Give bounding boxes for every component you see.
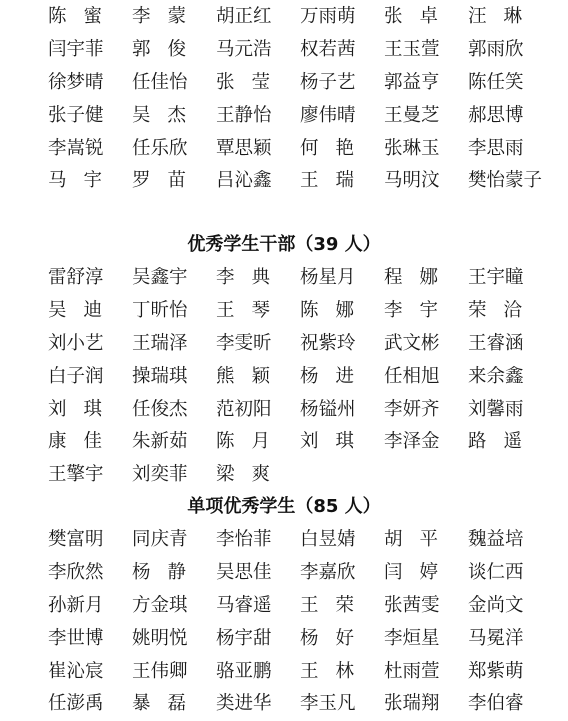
student-name: 郝 思 博 <box>468 104 524 126</box>
student-name: 陈 蜜 <box>48 6 102 28</box>
student-name: 任 乐 欣 <box>132 137 188 159</box>
student-name: 朱 新 茹 <box>132 431 188 453</box>
student-name: 刘 奕 菲 <box>132 464 188 486</box>
student-name: 王 静 怡 <box>216 104 272 126</box>
student-name: 张 莹 <box>216 71 270 93</box>
student-name: 李 世 博 <box>48 627 104 649</box>
student-name: 王 睿 涵 <box>468 332 524 354</box>
student-name: 杨 星 月 <box>300 267 356 289</box>
student-name: 张 子 健 <box>48 104 104 126</box>
student-name: 杜 雨 萱 <box>384 660 440 682</box>
student-name: 任 澎 禹 <box>48 693 104 715</box>
student-name: 李 蒙 <box>132 6 186 28</box>
student-name: 方 金 琪 <box>132 594 188 616</box>
student-name: 马 宇 <box>48 170 102 192</box>
student-name: 闫 婷 <box>384 562 438 584</box>
student-name: 武 文 彬 <box>384 332 440 354</box>
student-name: 徐 梦 晴 <box>48 71 104 93</box>
name-row <box>0 1 568 34</box>
student-name: 陈 任 笑 <box>468 71 524 93</box>
student-name: 荣 洽 <box>468 300 522 322</box>
student-name: 任 佳 怡 <box>132 71 188 93</box>
student-name: 任 相 旭 <box>384 365 440 387</box>
student-name: 孙 新 月 <box>48 594 104 616</box>
student-name: 程 娜 <box>384 267 438 289</box>
student-name: 李 思 雨 <box>468 137 524 159</box>
name-row <box>0 262 568 295</box>
student-name: 吴 鑫 宇 <box>132 267 188 289</box>
student-name: 马 明 汶 <box>384 170 440 192</box>
student-name: 梁 爽 <box>216 464 270 486</box>
student-name: 李 嵩 锐 <box>48 137 104 159</box>
student-name: 郑 紫 萌 <box>468 660 524 682</box>
student-name: 权 若 茜 <box>300 39 356 61</box>
name-row <box>0 655 568 688</box>
name-row <box>0 67 568 100</box>
student-name: 张 瑞 翔 <box>384 693 440 715</box>
student-name: 廖 伟 晴 <box>300 104 356 126</box>
student-name: 类 进 华 <box>216 693 272 715</box>
student-name: 马 元 浩 <box>216 39 272 61</box>
student-name: 王 荣 <box>300 594 354 616</box>
student-name: 杨 进 <box>300 365 354 387</box>
student-name: 李 伯 睿 <box>468 693 524 715</box>
student-name: 胡 正 红 <box>216 6 272 28</box>
student-name: 杨 好 <box>300 627 354 649</box>
student-name: 崔 沁 宸 <box>48 660 104 682</box>
student-name: 吴 思 佳 <box>216 562 272 584</box>
student-name: 张 琳 玉 <box>384 137 440 159</box>
student-name: 李 宇 <box>384 300 438 322</box>
student-name: 吴 杰 <box>132 104 186 126</box>
student-name: 来 余 鑫 <box>468 365 524 387</box>
name-row <box>0 459 568 492</box>
student-name: 李 欣 然 <box>48 562 104 584</box>
section-heading-single-item-students: 单项优秀学生（85 人） <box>187 496 381 517</box>
section-heading-student-cadres: 优秀学生干部（39 人） <box>187 234 381 255</box>
student-name: 暴 磊 <box>132 693 186 715</box>
student-name-list-top <box>0 1 568 198</box>
student-name: 操 瑞 琪 <box>132 365 188 387</box>
student-name: 李 嘉 欣 <box>300 562 356 584</box>
student-name: 刘 琪 <box>300 431 354 453</box>
name-row <box>0 688 568 721</box>
name-row <box>0 132 568 165</box>
student-name: 吕 沁 鑫 <box>216 170 272 192</box>
student-name: 张 卓 <box>384 6 438 28</box>
student-name: 王 林 <box>300 660 354 682</box>
name-row <box>0 360 568 393</box>
student-name: 李 泽 金 <box>384 431 440 453</box>
student-name: 刘 馨 雨 <box>468 398 524 420</box>
student-name: 白 昱 婧 <box>300 529 356 551</box>
name-row <box>0 393 568 426</box>
student-name: 马 睿 遥 <box>216 594 272 616</box>
student-name: 郭 益 亨 <box>384 71 440 93</box>
student-name: 李 烜 星 <box>384 627 440 649</box>
student-name: 骆 亚 鹏 <box>216 660 272 682</box>
student-name: 樊 富 明 <box>48 529 104 551</box>
student-name: 白 子 润 <box>48 365 104 387</box>
student-name: 罗 苗 <box>132 170 186 192</box>
student-name: 万 雨 萌 <box>300 6 356 28</box>
student-name: 杨 宇 甜 <box>216 627 272 649</box>
student-name: 李 妍 齐 <box>384 398 440 420</box>
student-name: 李 怡 菲 <box>216 529 272 551</box>
student-name: 康 佳 <box>48 431 102 453</box>
student-name: 王 瑞 <box>300 170 354 192</box>
student-name: 丁 昕 怡 <box>132 300 188 322</box>
student-name: 何 艳 <box>300 137 354 159</box>
student-name: 吴 迪 <box>48 300 102 322</box>
student-name: 祝 紫 玲 <box>300 332 356 354</box>
student-name: 王 曼 芝 <box>384 104 440 126</box>
name-row <box>0 99 568 132</box>
student-name: 胡 平 <box>384 529 438 551</box>
student-name: 刘 琪 <box>48 398 102 420</box>
name-row <box>0 34 568 67</box>
student-name: 王 擎 宇 <box>48 464 104 486</box>
name-row <box>0 295 568 328</box>
student-name: 王 伟 卿 <box>132 660 188 682</box>
student-name: 陈 娜 <box>300 300 354 322</box>
student-name: 王 宇 瞳 <box>468 267 524 289</box>
student-name: 谈 仁 西 <box>468 562 524 584</box>
name-row <box>0 328 568 361</box>
student-name: 王 玉 萱 <box>384 39 440 61</box>
student-name: 李 典 <box>216 267 270 289</box>
student-name: 李 玉 凡 <box>300 693 356 715</box>
name-row <box>0 622 568 655</box>
student-name: 陈 月 <box>216 431 270 453</box>
student-name: 刘 小 艺 <box>48 332 104 354</box>
student-name: 路 遥 <box>468 431 522 453</box>
single-item-student-name-list <box>0 524 568 721</box>
student-name: 同 庆 青 <box>132 529 188 551</box>
student-name: 魏 益 培 <box>468 529 524 551</box>
name-row <box>0 165 568 198</box>
student-name: 王 瑞 泽 <box>132 332 188 354</box>
name-row <box>0 524 568 557</box>
student-name: 杨 镒 州 <box>300 398 356 420</box>
student-name: 汪 琳 <box>468 6 522 28</box>
student-name: 闫 宇 菲 <box>48 39 104 61</box>
student-cadre-name-list <box>0 262 568 492</box>
student-name: 姚 明 悦 <box>132 627 188 649</box>
student-name: 杨 静 <box>132 562 186 584</box>
student-name: 王 琴 <box>216 300 270 322</box>
name-row <box>0 426 568 459</box>
student-name: 郭 雨 欣 <box>468 39 524 61</box>
student-name: 熊 颖 <box>216 365 270 387</box>
student-name: 任 俊 杰 <box>132 398 188 420</box>
student-name: 覃 思 颖 <box>216 137 272 159</box>
student-name: 樊 怡 蒙 子 <box>468 170 543 192</box>
student-name: 张 茜 雯 <box>384 594 440 616</box>
student-name: 范 初 阳 <box>216 398 272 420</box>
name-row <box>0 590 568 623</box>
student-name: 李 雯 昕 <box>216 332 272 354</box>
name-row <box>0 557 568 590</box>
student-name: 郭 俊 <box>132 39 186 61</box>
student-name: 杨 子 艺 <box>300 71 356 93</box>
student-name: 马 冕 洋 <box>468 627 524 649</box>
student-name: 雷 舒 淳 <box>48 267 104 289</box>
student-name: 金 尚 文 <box>468 594 524 616</box>
